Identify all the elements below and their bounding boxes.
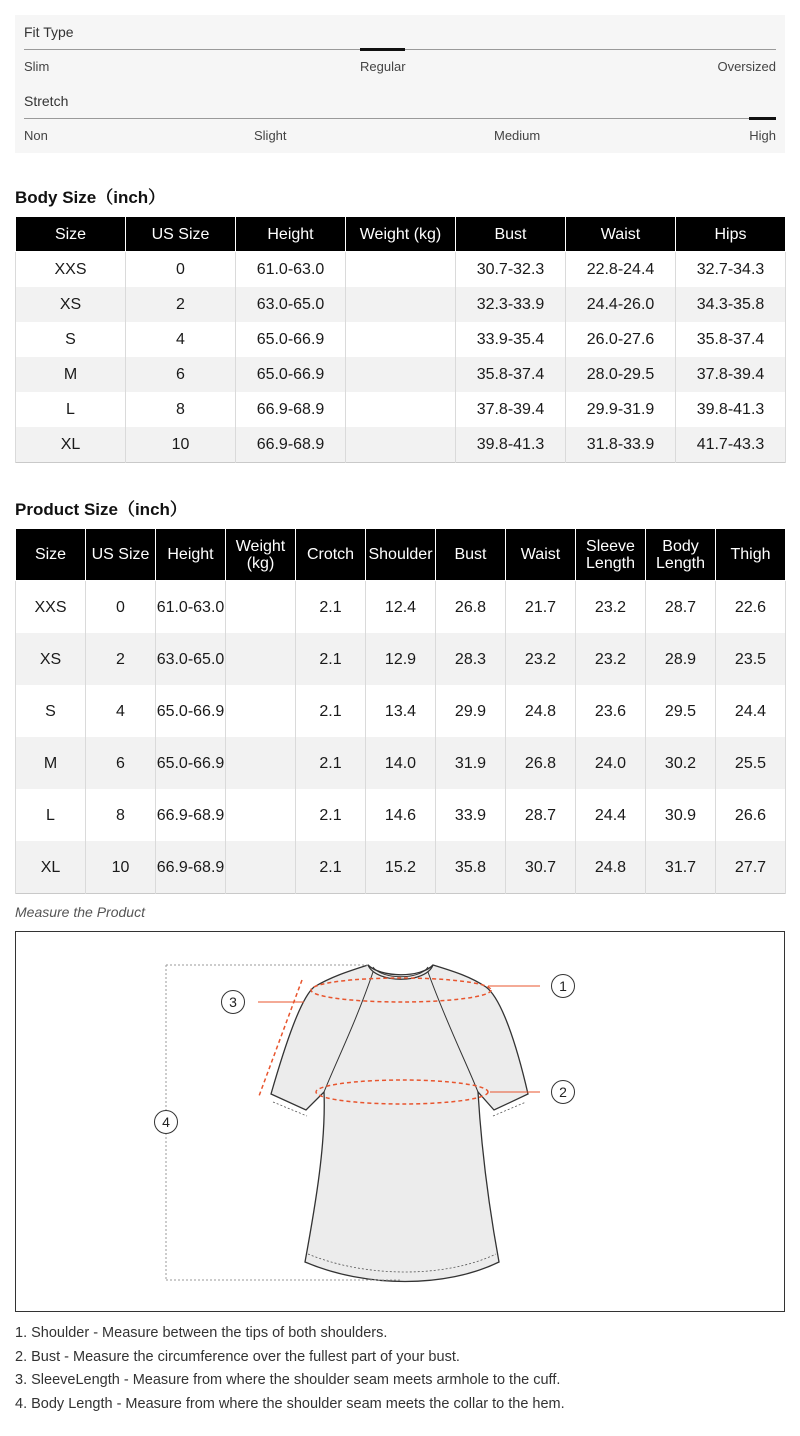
table-cell: 30.7 xyxy=(506,841,576,894)
table-cell: L xyxy=(16,789,86,841)
table-cell: 37.8-39.4 xyxy=(676,357,786,392)
table-cell: 4 xyxy=(86,685,156,737)
table-cell xyxy=(346,427,456,463)
table-cell: 24.8 xyxy=(506,685,576,737)
product-size-table xyxy=(15,528,786,894)
table-cell: 63.0-65.0 xyxy=(156,633,226,685)
table-cell: 29.9 xyxy=(436,685,506,737)
table-cell: 30.7-32.3 xyxy=(456,252,566,288)
table-cell: 2.1 xyxy=(296,581,366,634)
table-cell: 12.9 xyxy=(366,633,436,685)
table-row xyxy=(16,685,786,737)
table-cell: 23.6 xyxy=(576,685,646,737)
stretch-label-medium: Medium xyxy=(494,128,541,143)
table-cell: 2 xyxy=(86,633,156,685)
table-cell: 34.3-35.8 xyxy=(676,287,786,322)
table-cell: 27.7 xyxy=(716,841,786,894)
fit-type-label-regular: Regular xyxy=(360,59,406,74)
table-cell: 39.8-41.3 xyxy=(676,392,786,427)
table-cell: 29.9-31.9 xyxy=(566,392,676,427)
table-cell: 66.9-68.9 xyxy=(156,841,226,894)
column-header: Hips xyxy=(676,217,786,252)
column-header: US Size xyxy=(126,217,236,252)
fit-type-label-oversized: Oversized xyxy=(717,59,776,74)
column-header: Thigh xyxy=(716,529,786,581)
table-cell: 14.0 xyxy=(366,737,436,789)
fit-type-scale xyxy=(24,15,776,84)
table-cell: XS xyxy=(16,633,86,685)
column-header: Size xyxy=(16,529,86,581)
fit-stretch-panel xyxy=(15,15,785,153)
measure-diagram xyxy=(15,931,785,1312)
table-cell: 32.7-34.3 xyxy=(676,252,786,288)
product-size-title: Product Size（inch） xyxy=(15,500,187,519)
tshirt-diagram-svg xyxy=(16,932,784,1311)
stretch-label-slight: Slight xyxy=(254,128,287,143)
table-row xyxy=(16,252,786,288)
column-header: Height xyxy=(156,529,226,581)
table-cell: 29.5 xyxy=(646,685,716,737)
table-cell: S xyxy=(16,685,86,737)
table-row xyxy=(16,392,786,427)
table-row xyxy=(16,427,786,463)
table-cell: 23.2 xyxy=(576,581,646,634)
table-cell: 66.9-68.9 xyxy=(156,789,226,841)
table-cell: 35.8-37.4 xyxy=(456,357,566,392)
table-cell: 39.8-41.3 xyxy=(456,427,566,463)
table-cell xyxy=(346,252,456,288)
table-cell: 15.2 xyxy=(366,841,436,894)
table-cell: 66.9-68.9 xyxy=(236,392,346,427)
table-cell: XS xyxy=(16,287,126,322)
table-cell: 28.0-29.5 xyxy=(566,357,676,392)
table-cell xyxy=(226,737,296,789)
marker-3-badge xyxy=(222,991,245,1014)
table-cell: 66.9-68.9 xyxy=(236,427,346,463)
column-header: Shoulder xyxy=(366,529,436,581)
table-cell xyxy=(346,287,456,322)
table-cell: XXS xyxy=(16,252,126,288)
table-cell: 10 xyxy=(126,427,236,463)
table-cell xyxy=(226,581,296,634)
table-cell: 33.9-35.4 xyxy=(456,322,566,357)
table-cell: L xyxy=(16,392,126,427)
table-cell: 22.8-24.4 xyxy=(566,252,676,288)
table-cell: 65.0-66.9 xyxy=(236,322,346,357)
table-cell: 23.2 xyxy=(576,633,646,685)
body-size-header-row xyxy=(16,217,786,252)
stretch-label-non: Non xyxy=(24,128,48,143)
table-cell: 33.9 xyxy=(436,789,506,841)
table-row xyxy=(16,633,786,685)
table-row xyxy=(16,357,786,392)
table-cell: 2.1 xyxy=(296,841,366,894)
table-cell: 61.0-63.0 xyxy=(156,581,226,634)
table-cell: 10 xyxy=(86,841,156,894)
table-cell: 65.0-66.9 xyxy=(156,685,226,737)
table-cell: 26.8 xyxy=(506,737,576,789)
marker-2-badge xyxy=(552,1081,575,1104)
table-cell: 21.7 xyxy=(506,581,576,634)
table-cell: 65.0-66.9 xyxy=(236,357,346,392)
table-cell: 26.6 xyxy=(716,789,786,841)
table-cell: 61.0-63.0 xyxy=(236,252,346,288)
measurement-notes xyxy=(15,1322,785,1416)
table-cell: 24.4 xyxy=(716,685,786,737)
tshirt-illustration xyxy=(271,965,528,1282)
column-header: Crotch xyxy=(296,529,366,581)
fit-type-title: Fit Type xyxy=(24,24,74,40)
table-cell xyxy=(346,392,456,427)
marker-3-label: 3 xyxy=(229,994,237,1010)
table-cell xyxy=(226,633,296,685)
marker-4-badge xyxy=(155,1111,178,1134)
column-header: Waist xyxy=(566,217,676,252)
table-cell: 6 xyxy=(86,737,156,789)
body-size-table xyxy=(15,216,786,463)
table-cell: 2.1 xyxy=(296,685,366,737)
table-cell: S xyxy=(16,322,126,357)
table-cell: 23.5 xyxy=(716,633,786,685)
table-row xyxy=(16,737,786,789)
table-cell: 6 xyxy=(126,357,236,392)
table-cell: 24.0 xyxy=(576,737,646,789)
table-cell: 2 xyxy=(126,287,236,322)
table-cell: 8 xyxy=(126,392,236,427)
table-cell: 35.8-37.4 xyxy=(676,322,786,357)
table-cell: 31.8-33.9 xyxy=(566,427,676,463)
body-size-title: Body Size（inch） xyxy=(15,188,166,207)
table-cell: 37.8-39.4 xyxy=(456,392,566,427)
column-header: Weight (kg) xyxy=(346,217,456,252)
table-cell: 4 xyxy=(126,322,236,357)
table-cell: 24.4-26.0 xyxy=(566,287,676,322)
table-cell: 25.5 xyxy=(716,737,786,789)
fit-type-selected-marker xyxy=(360,48,405,51)
product-size-header-row xyxy=(16,529,786,581)
column-header: Bust xyxy=(456,217,566,252)
column-header: Sleeve Length xyxy=(576,529,646,581)
table-cell xyxy=(346,322,456,357)
table-row xyxy=(16,841,786,894)
table-cell: 2.1 xyxy=(296,737,366,789)
marker-1-badge xyxy=(552,975,575,998)
table-cell: 30.2 xyxy=(646,737,716,789)
table-cell: 0 xyxy=(86,581,156,634)
table-cell xyxy=(346,357,456,392)
table-cell: 0 xyxy=(126,252,236,288)
table-cell: 13.4 xyxy=(366,685,436,737)
fit-type-label-slim: Slim xyxy=(24,59,50,74)
table-cell: 22.6 xyxy=(716,581,786,634)
note-body-length: 4. Body Length - Measure from where the shoulder seam meets the collar to the hem. xyxy=(15,1395,565,1412)
table-cell: 28.3 xyxy=(436,633,506,685)
note-sleeve-length: 3. SleeveLength - Measure from where the shoulder seam meets armhole to the cuff. xyxy=(15,1372,561,1388)
column-header: Waist xyxy=(506,529,576,581)
measure-caption: Measure the Product xyxy=(15,904,145,920)
column-header: US Size xyxy=(86,529,156,581)
column-header: Bust xyxy=(436,529,506,581)
table-cell: 12.4 xyxy=(366,581,436,634)
table-cell: 28.7 xyxy=(646,581,716,634)
marker-2-label: 2 xyxy=(559,1084,567,1100)
table-cell: 41.7-43.3 xyxy=(676,427,786,463)
table-row xyxy=(16,322,786,357)
table-cell: 2.1 xyxy=(296,789,366,841)
stretch-scale xyxy=(24,84,776,153)
table-cell: 32.3-33.9 xyxy=(456,287,566,322)
table-cell: M xyxy=(16,737,86,789)
table-cell: 63.0-65.0 xyxy=(236,287,346,322)
marker-1-label: 1 xyxy=(559,978,567,994)
table-cell xyxy=(226,789,296,841)
table-cell: XL xyxy=(16,427,126,463)
table-cell: 2.1 xyxy=(296,633,366,685)
column-header: Weight (kg) xyxy=(226,529,296,581)
table-cell: 23.2 xyxy=(506,633,576,685)
column-header: Height xyxy=(236,217,346,252)
table-cell: 31.7 xyxy=(646,841,716,894)
table-row xyxy=(16,789,786,841)
note-shoulder: 1. Shoulder - Measure between the tips of both shoulders. xyxy=(15,1325,388,1341)
table-cell xyxy=(226,841,296,894)
marker-4-label: 4 xyxy=(162,1114,170,1130)
stretch-label-high: High xyxy=(749,128,776,143)
table-cell: 35.8 xyxy=(436,841,506,894)
table-cell: 28.7 xyxy=(506,789,576,841)
table-cell: 8 xyxy=(86,789,156,841)
stretch-selected-marker xyxy=(749,117,776,120)
table-cell: 24.4 xyxy=(576,789,646,841)
table-cell: 26.8 xyxy=(436,581,506,634)
stretch-title: Stretch xyxy=(24,93,69,109)
table-cell: 31.9 xyxy=(436,737,506,789)
table-cell: 30.9 xyxy=(646,789,716,841)
table-row xyxy=(16,287,786,322)
table-cell: 26.0-27.6 xyxy=(566,322,676,357)
table-cell: 14.6 xyxy=(366,789,436,841)
note-bust: 2. Bust - Measure the circumference over the fullest part of your bust. xyxy=(15,1348,460,1365)
table-cell: 24.8 xyxy=(576,841,646,894)
table-cell: XL xyxy=(16,841,86,894)
column-header: Body Length xyxy=(646,529,716,581)
table-cell: 65.0-66.9 xyxy=(156,737,226,789)
table-cell xyxy=(226,685,296,737)
stretch-track xyxy=(24,118,776,119)
table-cell: M xyxy=(16,357,126,392)
table-cell: XXS xyxy=(16,581,86,634)
column-header: Size xyxy=(16,217,126,252)
table-cell: 28.9 xyxy=(646,633,716,685)
table-row xyxy=(16,581,786,634)
